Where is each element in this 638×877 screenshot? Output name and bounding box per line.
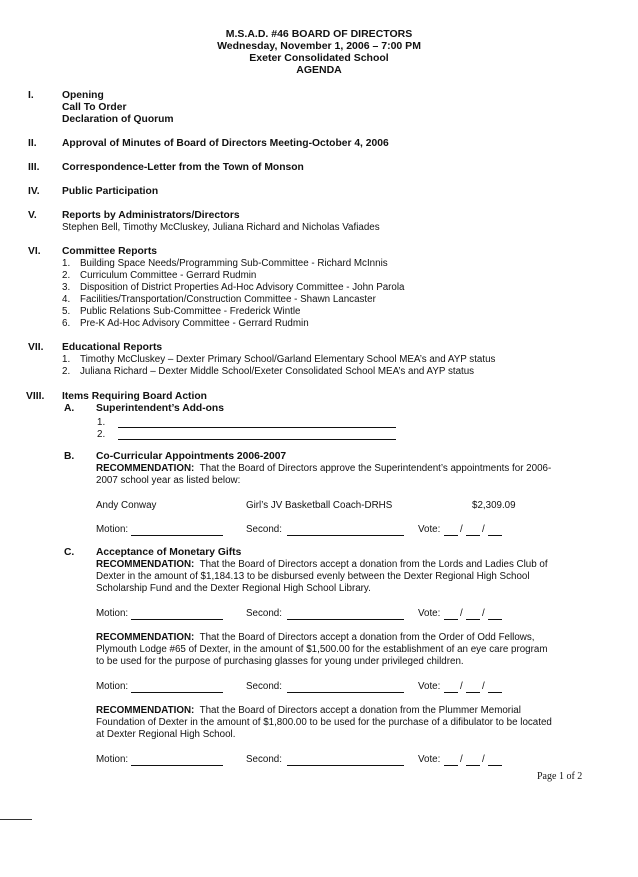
vote-slash: /: [482, 754, 485, 765]
motion-label: Motion:: [96, 681, 129, 692]
vote-blank-line: [444, 619, 458, 620]
vote-blank-line: [444, 535, 458, 536]
header-agenda: AGENDA: [296, 64, 342, 76]
section-3-title: Correspondence-Letter from the Town of Monson: [62, 162, 304, 173]
item-c-letter: C.: [64, 547, 75, 558]
gift-1-line-2: Dexter in the amount of $1,184.13 to be disbursed evenly between the Dexter Regional High School: [96, 571, 530, 582]
vote-blank-line: [488, 535, 502, 536]
committee-item: Building Space Needs/Programming Sub-Committee - Richard McInnis: [80, 258, 388, 269]
addon-1-number: 1.: [97, 417, 106, 428]
motion-blank-line: [131, 535, 223, 536]
section-2-number: II.: [28, 138, 37, 149]
section-3-number: III.: [28, 162, 40, 173]
second-label: Second:: [246, 524, 282, 535]
educational-item: Juliana Richard – Dexter Middle School/Exeter Consolidated School MEA’s and AYP status: [80, 366, 475, 377]
motion-label: Motion:: [96, 754, 129, 765]
vote-blank-line: [488, 619, 502, 620]
committee-item: Facilities/Transportation/Construction Committee - Shawn Lancaster: [80, 294, 376, 305]
vote-blank-line: [466, 535, 480, 536]
header-title: M.S.A.D. #46 BOARD OF DIRECTORS: [225, 28, 413, 40]
vote-label: Vote:: [418, 524, 441, 535]
motion-blank-line: [131, 765, 223, 766]
gift-2-line-3: to be used for the purpose of purchasing glasses for young under privileged children.: [96, 656, 464, 667]
vote-slash: /: [460, 524, 463, 535]
second-blank-line: [287, 692, 404, 693]
section-5-title: Reports by Administrators/Directors: [62, 210, 240, 221]
vote-blank-line: [466, 765, 480, 766]
gift-1-line-1: [96, 559, 548, 570]
gift-3-line-3: at Dexter Regional High School.: [96, 729, 236, 740]
addon-2-blank-line: [118, 439, 396, 440]
scan-mark: [0, 819, 32, 820]
recommendation-text: That the Board of Directors accept a donation from the Order of Odd Fellows,: [199, 632, 535, 643]
section-6-title: Committee Reports: [62, 246, 157, 257]
vote-blank-line: [488, 692, 502, 693]
appointee-position: Girl’s JV Basketball Coach-DRHS: [246, 500, 393, 511]
header-date: Wednesday, November 1, 2006 – 7:00 PM: [217, 40, 421, 52]
motion-blank-line: [131, 692, 223, 693]
section-7-title: Educational Reports: [62, 342, 163, 353]
committee-num: 6.: [62, 318, 71, 329]
committee-num: 4.: [62, 294, 71, 305]
section-1-call-to-order: Call To Order: [62, 102, 127, 113]
vote-blank-line: [444, 765, 458, 766]
item-a-title: Superintendent’s Add-ons: [96, 403, 224, 414]
section-5-names: Stephen Bell, Timothy McCluskey, Juliana Richard and Nicholas Vafiades: [62, 222, 380, 233]
appointee-name: Andy Conway: [96, 500, 157, 511]
vote-slash: /: [482, 608, 485, 619]
committee-item: Public Relations Sub-Committee - Frederick Wintle: [80, 306, 301, 317]
section-8-title: Items Requiring Board Action: [62, 391, 207, 402]
vote-slash: /: [482, 681, 485, 692]
recommendation-text: That the Board of Directors accept a donation from the Lords and Ladies Club of: [199, 559, 548, 570]
gift-3-line-1: [96, 705, 521, 716]
vote-slash: /: [460, 754, 463, 765]
section-5-number: V.: [28, 210, 37, 221]
recommendation-text: That the Board of Directors approve the Superintendent’s appointments for 2006-: [199, 463, 552, 474]
recommendation-label: RECOMMENDATION:: [96, 705, 195, 716]
vote-label: Vote:: [418, 754, 441, 765]
item-b-letter: B.: [64, 451, 75, 462]
recommendation-text: That the Board of Directors accept a donation from the Plummer Memorial: [199, 705, 521, 716]
page-number: Page 1 of 2: [537, 771, 583, 782]
section-4-title: Public Participation: [62, 186, 159, 197]
recommendation-label: RECOMMENDATION:: [96, 559, 195, 570]
committee-num: 2.: [62, 270, 71, 281]
second-label: Second:: [246, 681, 282, 692]
item-b-recommendation-line-2: 2007 school year as listed below:: [96, 475, 241, 486]
committee-num: 3.: [62, 282, 71, 293]
header-location: Exeter Consolidated School: [249, 52, 389, 64]
committee-num: 1.: [62, 258, 71, 269]
motion-label: Motion:: [96, 524, 129, 535]
vote-blank-line: [466, 619, 480, 620]
motion-blank-line: [131, 619, 223, 620]
committee-item: Pre-K Ad-Hoc Advisory Committee - Gerrard Rudmin: [80, 318, 309, 329]
second-blank-line: [287, 765, 404, 766]
vote-slash: /: [460, 681, 463, 692]
section-8-number: VIII.: [26, 391, 45, 402]
item-a-letter: A.: [64, 403, 75, 414]
educational-item: Timothy McCluskey – Dexter Primary School/Garland Elementary School MEA’s and AYP status: [80, 354, 496, 365]
vote-blank-line: [444, 692, 458, 693]
section-4-number: IV.: [28, 186, 40, 197]
gift-1-line-3: Scholarship Fund and the Dexter Regional High School Library.: [96, 583, 371, 594]
recommendation-label: RECOMMENDATION:: [96, 463, 195, 474]
appointee-amount: $2,309.09: [472, 500, 516, 511]
vote-label: Vote:: [418, 681, 441, 692]
second-blank-line: [287, 619, 404, 620]
addon-2-number: 2.: [97, 429, 106, 440]
section-2-title: Approval of Minutes of Board of Directors Meeting-October 4, 2006: [62, 138, 389, 149]
vote-slash: /: [482, 524, 485, 535]
second-blank-line: [287, 535, 404, 536]
vote-blank-line: [488, 765, 502, 766]
recommendation-label: RECOMMENDATION:: [96, 632, 195, 643]
committee-item: Disposition of District Properties Ad-Hoc Advisory Committee - John Parola: [80, 282, 405, 293]
item-b-recommendation-line-1: [96, 463, 551, 474]
educational-num: 1.: [62, 354, 71, 365]
gift-2-line-2: Plymouth Lodge #65 of Dexter, in the amount of $1,500.00 for the establishment of an eye care program: [96, 644, 548, 655]
section-6-number: VI.: [28, 246, 41, 257]
vote-label: Vote:: [418, 608, 441, 619]
second-label: Second:: [246, 754, 282, 765]
section-1-number: I.: [28, 90, 34, 101]
educational-num: 2.: [62, 366, 71, 377]
item-c-title: Acceptance of Monetary Gifts: [96, 547, 242, 558]
motion-label: Motion:: [96, 608, 129, 619]
addon-1-blank-line: [118, 427, 396, 428]
committee-num: 5.: [62, 306, 71, 317]
item-b-title: Co-Curricular Appointments 2006-2007: [96, 451, 287, 462]
section-1-quorum: Declaration of Quorum: [62, 114, 174, 125]
vote-slash: /: [460, 608, 463, 619]
section-7-number: VII.: [28, 342, 44, 353]
gift-2-line-1: [96, 632, 535, 643]
committee-item: Curriculum Committee - Gerrard Rudmin: [80, 270, 257, 281]
gift-3-line-2: Foundation of Dexter in the amount of $1,800.00 to be used for the purchase of a difibulator to be located: [96, 717, 552, 728]
section-1-opening: Opening: [62, 90, 104, 101]
vote-blank-line: [466, 692, 480, 693]
second-label: Second:: [246, 608, 282, 619]
